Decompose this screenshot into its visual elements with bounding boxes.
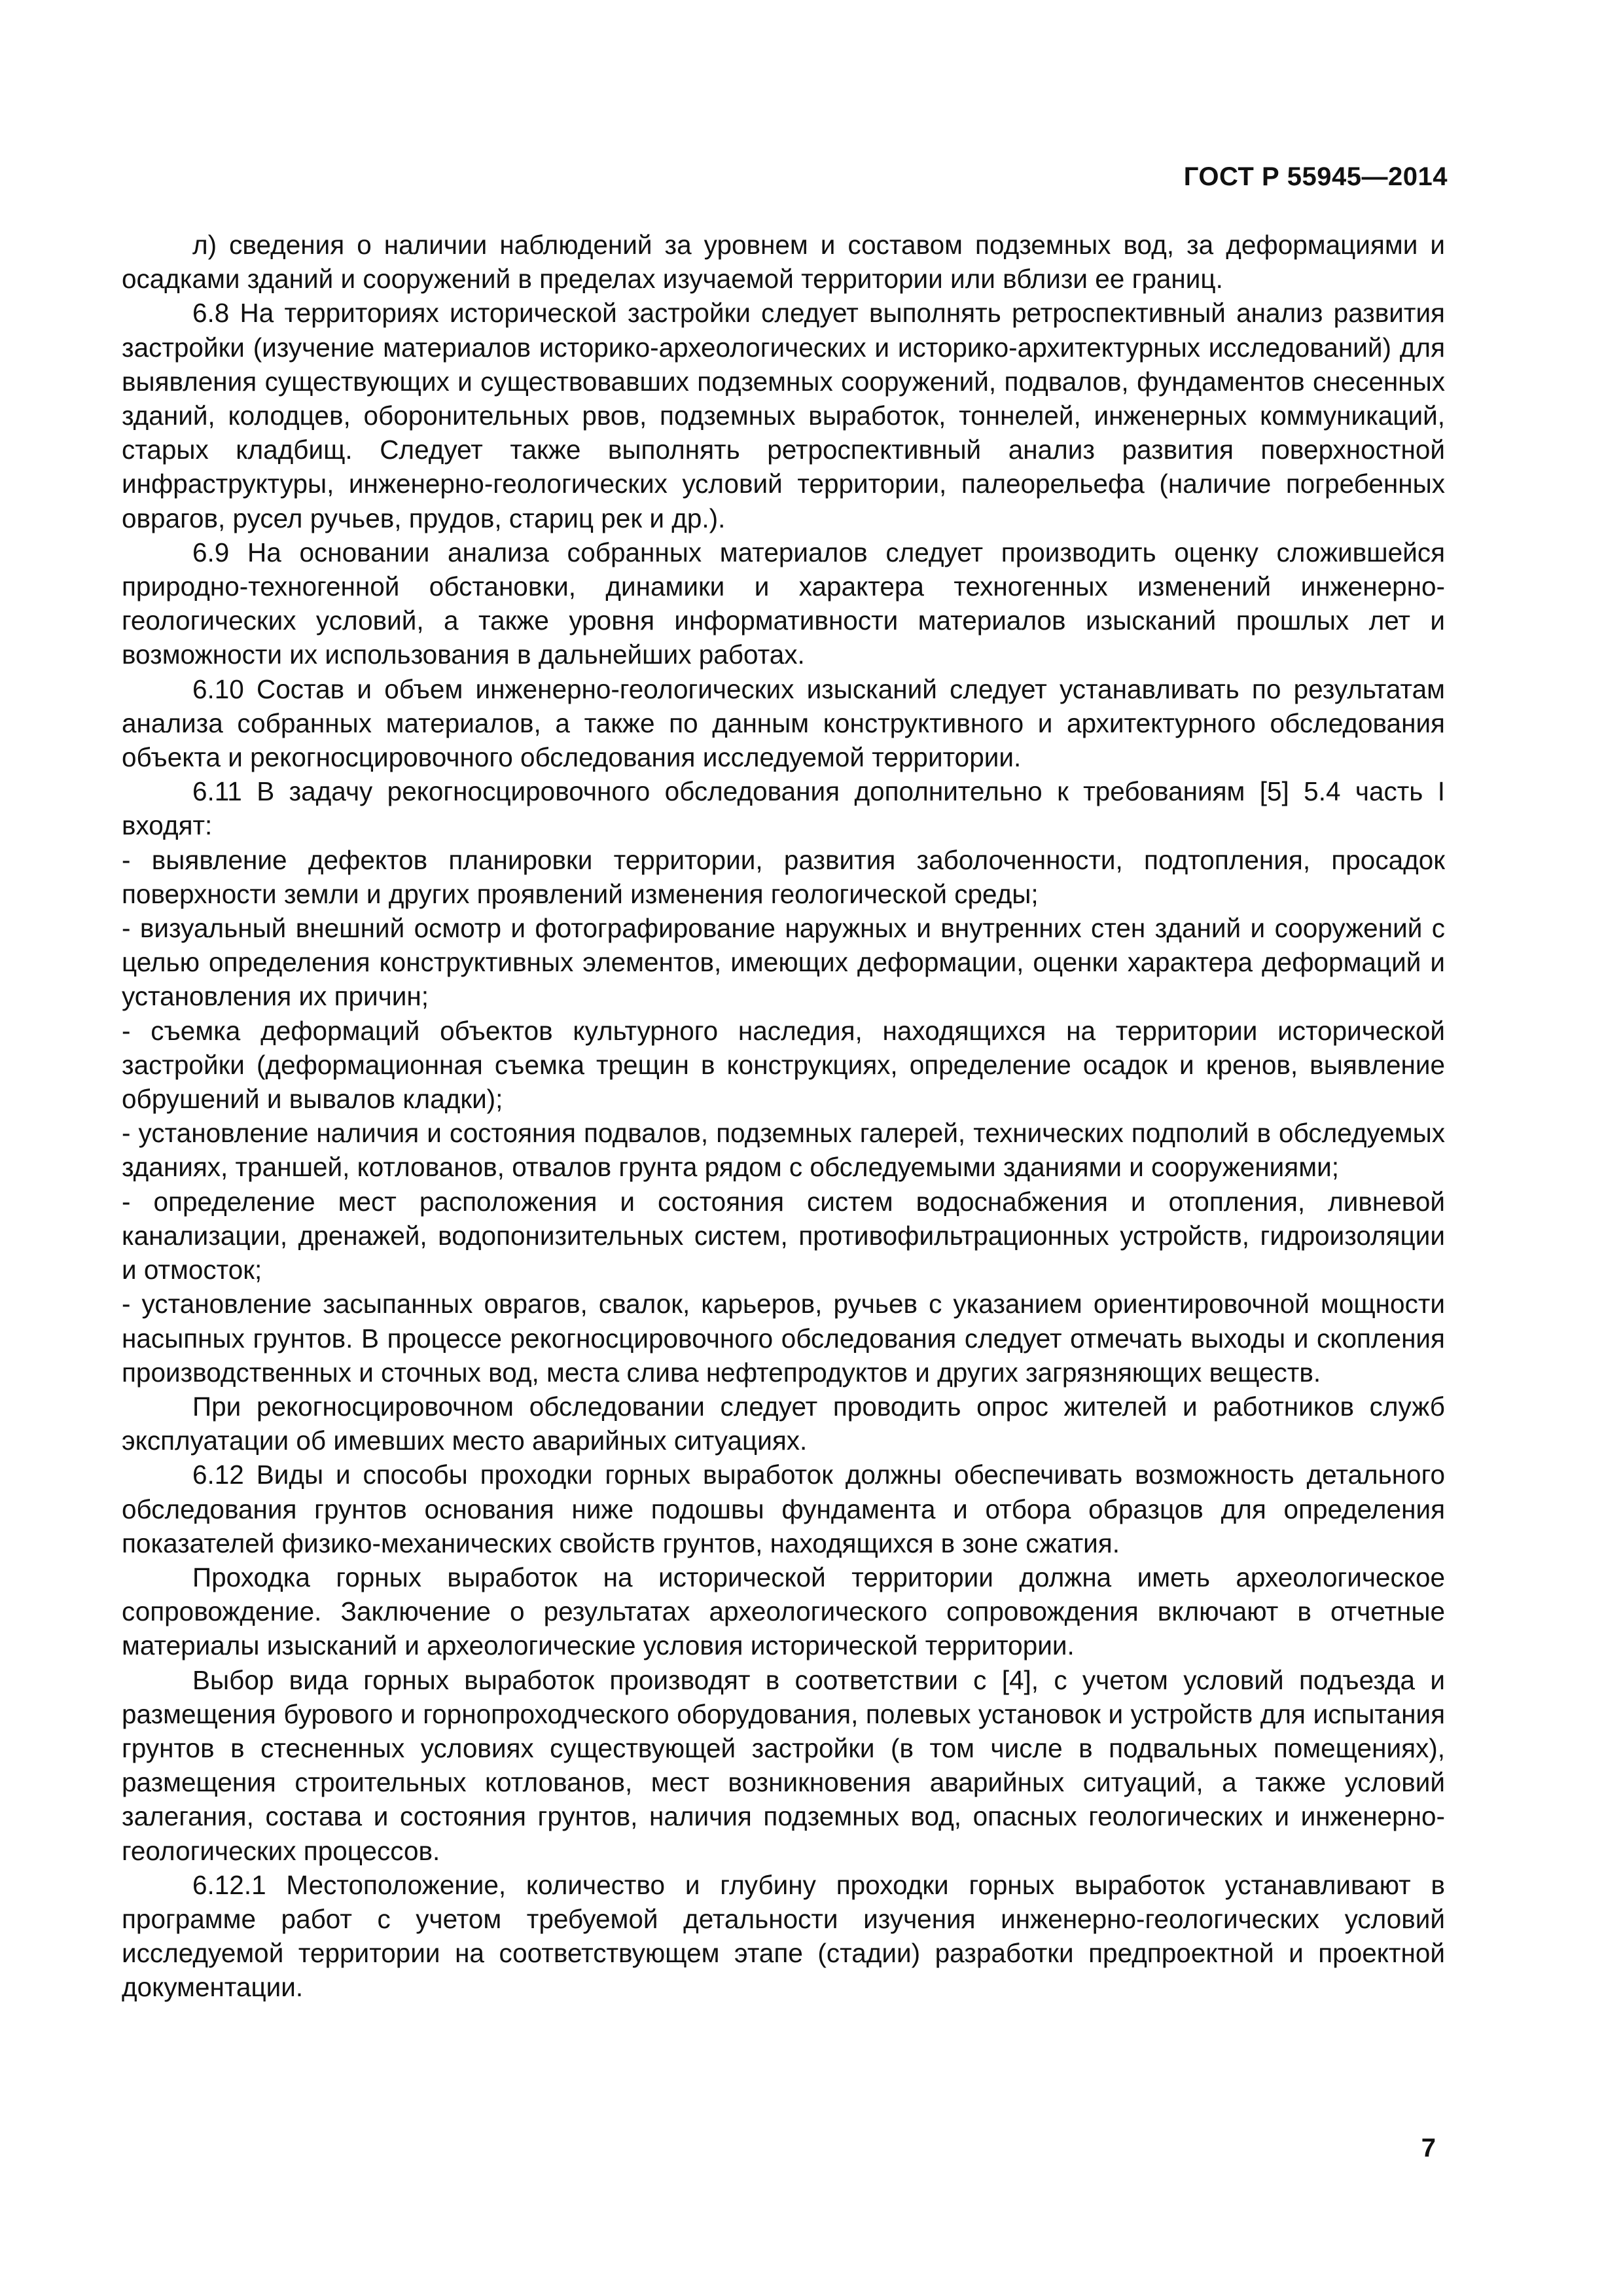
- standard-designation: ГОСТ Р 55945—2014: [1183, 162, 1448, 191]
- paragraph-archaeology: Проходка горных выработок на исторической территории должна иметь археологическое сопровождение. Заключение о результатах археологического сопровождения включают в отчетные материалы изысканий и археологические условия исторической территории.: [122, 1562, 1445, 1661]
- paragraph-l: л) сведения о наличии наблюдений за уровнем и составом подземных вод, за деформациями и осадками зданий и сооружений в пределах изучаемой территории или вблизи ее границ.: [122, 230, 1445, 295]
- paragraph-6-9: 6.9 На основании анализа собранных материалов следует производить оценку сложившейся природно-техногенной обстановки, динамики и характера техногенных изменений инженерно-геологических условий, а также уровня информативности материалов изысканий прошлых лет и возможности их использования в дальнейших работах.: [122, 537, 1445, 670]
- list-item: - установление засыпанных оврагов, свалок, карьеров, ручьев с указанием ориентировочной мощности насыпных грунтов. В процессе рекогносцировочного обследования следует отмечать выходы и скопления производственных и сточных вод, места слива нефтепродуктов и других загрязняющих веществ.: [122, 1289, 1445, 1388]
- list-item: - определение мест расположения и состояния систем водоснабжения и отопления, ливневой канализации, дренажей, водопонизительных систем, противофильтрационных устройств, гидроизоляции и отмосток;: [122, 1186, 1445, 1285]
- list-item: - установление наличия и состояния подвалов, подземных галерей, технических подполий в обследуемых зданиях, траншей, котлованов, отвалов грунта рядом с обследуемыми зданиями и сооружениями;: [122, 1118, 1445, 1183]
- page-number: 7: [1421, 2134, 1436, 2162]
- paragraph-6-8: 6.8 На территориях исторической застройки следует выполнять ретроспективный анализ развития застройки (изучение материалов историко-археологических и историко-архитектурных исследований) для выявления существующих и существовавших подземных сооружений, подвалов, фундаментов снесенных зданий, колодцев, оборонительных рвов, подземных выработок, тоннелей, инженерных коммуникаций, старых кладбищ. Следует также выполнять ретроспективный анализ развития поверхностной инфраструктуры, инженерно-геологических условий территории, палеорельефа (наличие погребенных оврагов, русел ручьев, прудов, стариц рек и др.).: [122, 298, 1445, 533]
- paragraph-6-12-1: 6.12.1 Местоположение, количество и глубину проходки горных выработок устанавливают в программе работ с учетом требуемой детальности изучения инженерно-геологических условий исследуемой территории на соответствующем этапе (стадии) разработки предпроектной и проектной документации.: [122, 1869, 1445, 2003]
- list-item: - выявление дефектов планировки территории, развития заболоченности, подтопления, просадок поверхности земли и других проявлений изменения геологической среды;: [122, 844, 1445, 909]
- list-item: - съемка деформаций объектов культурного наследия, находящихся на территории исторической застройки (деформационная съемка трещин в конструкциях, определение осадок и кренов, выявление обрушений и вывалов кладки);: [122, 1015, 1445, 1115]
- list-item: - визуальный внешний осмотр и фотографирование наружных и внутренних стен зданий и сооружений с целью определения конструктивных элементов, имеющих деформации, оценки характера деформаций и установления их причин;: [122, 913, 1445, 1012]
- paragraph-survey-interview: При рекогносцировочном обследовании следует проводить опрос жителей и работников служб эксплуатации об имевших место аварийных ситуациях.: [122, 1391, 1445, 1456]
- paragraph-excavation-choice: Выбор вида горных выработок производят в соответствии с [4], с учетом условий подъезда и размещения бурового и горнопроходческого оборудования, полевых установок и устройств для испытания грунтов в стесненных условиях существующей застройки (в том числе в подвальных помещениях), размещения строительных котлованов, мест возникновения аварийных ситуаций, а также условий залегания, состава и состояния грунтов, наличия подземных вод, опасных геологических и инженерно-геологических процессов.: [122, 1664, 1445, 1866]
- paragraph-6-12: 6.12 Виды и способы проходки горных выработок должны обеспечивать возможность детального обследования грунтов основания ниже подошвы фундамента и отбора образцов для определения показателей физико-механических свойств грунтов, находящихся в зоне сжатия.: [122, 1460, 1445, 1558]
- paragraph-6-11: 6.11 В задачу рекогносцировочного обследования дополнительно к требованиям [5] 5.4 часть I входят:: [122, 776, 1445, 841]
- body-text: [122, 228, 1445, 2005]
- paragraph-6-10: 6.10 Состав и объем инженерно-геологических изысканий следует устанавливать по результатам анализа собранных материалов, а также по данным конструктивного и архитектурного обследования объекта и рекогносцировочного обследования исследуемой территории.: [122, 673, 1445, 773]
